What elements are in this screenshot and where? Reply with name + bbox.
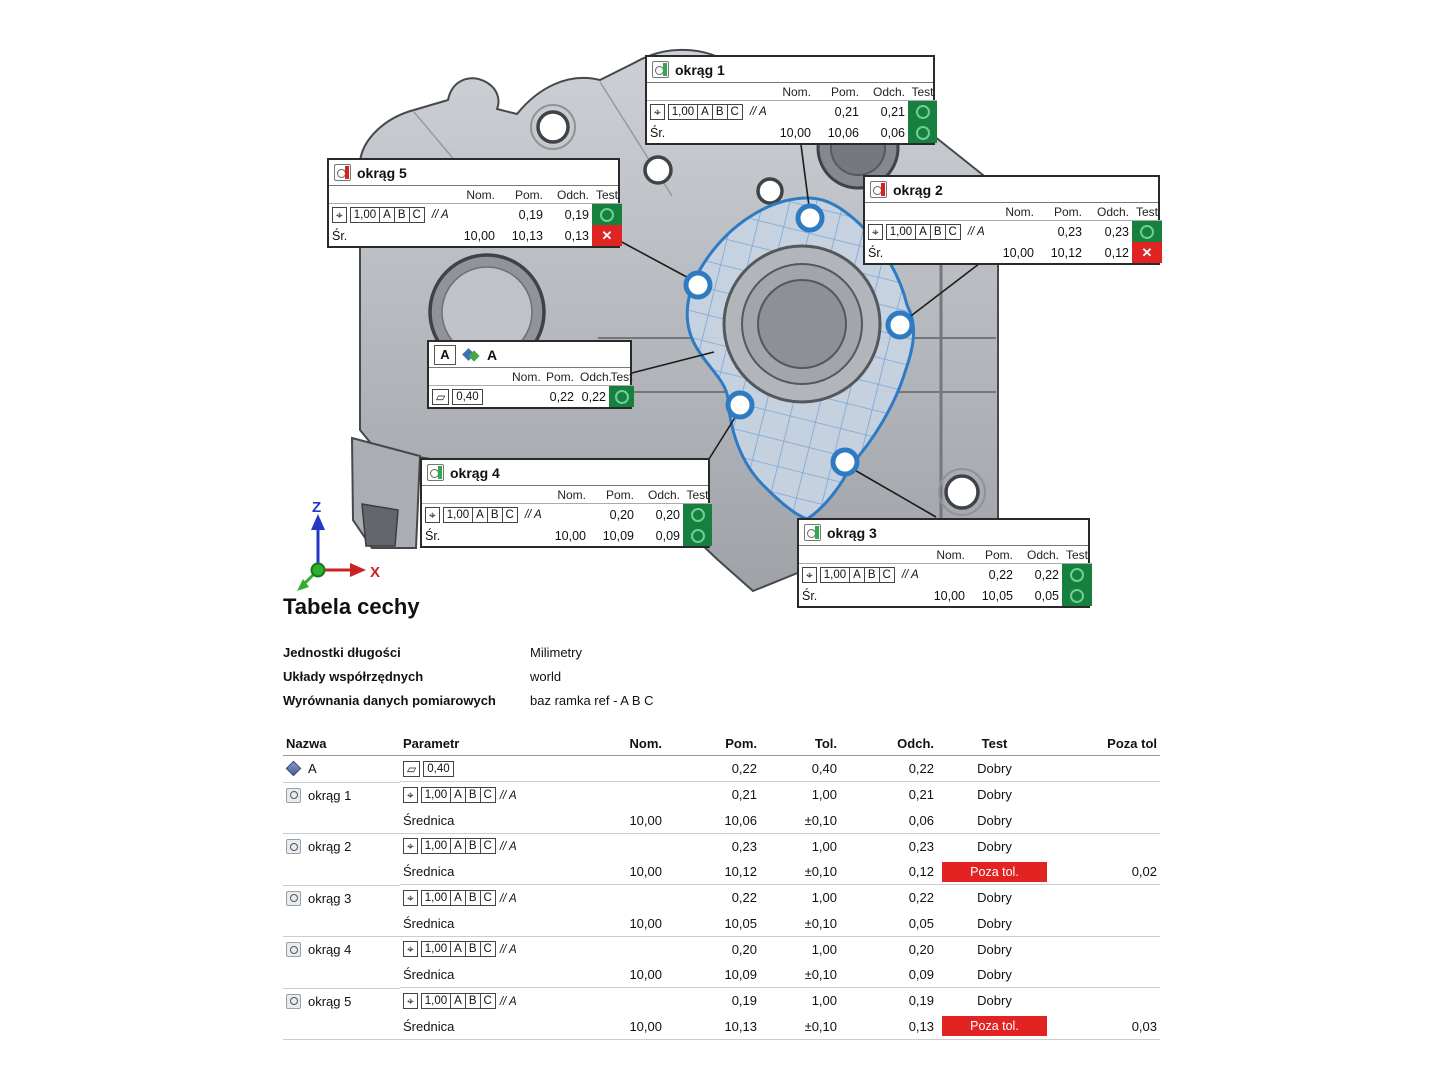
position-symbol-icon: ⌖	[332, 207, 347, 223]
meta-row-units	[283, 640, 654, 664]
callout-table: Nom. Pom. Odch. Test ⌖ 1,00 A B C // A 0,20 0,20 Śr. 10,00 10,09 0,09	[422, 486, 712, 546]
test-status-icon	[1132, 242, 1162, 263]
table-cell	[580, 885, 665, 911]
table-row[interactable]	[283, 911, 1160, 937]
table-cell: 10,13	[665, 1014, 760, 1040]
feature-table-body	[283, 756, 1160, 1040]
table-cell: 10,00	[629, 915, 662, 931]
col-odch: Odch.	[840, 732, 937, 756]
table-cell	[937, 859, 1052, 885]
meta-value: baz ramka ref - A B C	[530, 692, 654, 708]
callout-okrag-2[interactable]	[863, 175, 1160, 265]
flatness-symbol-icon: ▱	[432, 389, 449, 405]
meta-value: Milimetry	[530, 644, 582, 660]
table-cell	[1052, 756, 1160, 782]
table-cell: 0,21	[840, 782, 937, 808]
table-cell: 0,05	[908, 915, 934, 931]
circle-feature-icon	[286, 994, 301, 1009]
x-axis-arrowhead	[350, 563, 366, 577]
axis-origin	[312, 564, 325, 577]
callout-title: A	[487, 346, 498, 363]
callout-title: okrąg 4	[450, 464, 500, 481]
circle-feature-icon	[286, 891, 301, 906]
table-cell	[580, 988, 665, 1014]
test-status-icon	[683, 504, 712, 525]
table-cell	[1052, 782, 1160, 808]
table-cell: Dobry	[977, 967, 1012, 982]
test-status-icon	[908, 122, 937, 143]
table-cell: ±0,10	[804, 967, 837, 982]
col-poza-tol: Poza tol	[1052, 732, 1160, 756]
center-bore-inner	[758, 280, 846, 368]
table-cell: 10,05	[724, 915, 757, 931]
col-tol: Tol.	[760, 732, 840, 756]
table-cell	[580, 756, 665, 782]
callout-row-position: ⌖ 1,00 A B C // A 0,22 0,22	[799, 564, 1092, 586]
position-symbol-icon: ⌖	[650, 104, 665, 120]
table-cell: 0,06	[908, 812, 934, 828]
z-axis-arrowhead	[311, 514, 325, 530]
feature-table	[283, 732, 1160, 1040]
callout-table	[647, 83, 937, 143]
callout-row-position: ⌖ 1,00 A B C // A 0,19 0,19	[329, 204, 622, 226]
table-cell	[1052, 936, 1160, 962]
status-badge: Poza tol.	[942, 862, 1047, 882]
table-cell: 0,19	[665, 988, 760, 1014]
table-cell: 10,00	[629, 967, 662, 982]
table-cell: 0,20	[665, 936, 760, 962]
callout-row-diameter: Śr. 10,00 10,09 0,09	[422, 525, 712, 546]
circle-feature-icon	[870, 181, 887, 198]
test-status-icon	[1062, 564, 1092, 585]
table-row[interactable]	[283, 988, 1160, 1014]
table-cell: 0,09	[908, 967, 934, 982]
callout-header	[422, 460, 708, 486]
test-status-icon	[683, 525, 712, 546]
callout-okrag-3[interactable]	[797, 518, 1090, 608]
callout-row-diameter: Śr. 10,00 10,06 0,06	[647, 122, 937, 143]
table-cell: okrąg 1	[283, 782, 400, 808]
z-axis-label: Z	[312, 499, 322, 516]
callout-row-position: ⌖ 1,00 A B C // A 0,20 0,20	[422, 504, 712, 526]
circle-feature-icon	[804, 524, 821, 541]
meta-value: world	[530, 668, 562, 684]
meta-label: Wyrównania danych pomiarowych	[283, 692, 496, 708]
table-cell: 0,22	[908, 761, 934, 776]
callout-datum-a[interactable]	[427, 340, 632, 409]
table-cell: ±0,10	[804, 812, 837, 828]
table-cell: 0,13	[840, 1014, 937, 1040]
report-metadata	[283, 640, 654, 712]
callout-table: Nom. Pom. Odch. Test ▱ 0,40 0,22 0,22	[429, 368, 634, 407]
circle-feature-icon	[334, 164, 351, 181]
test-status-icon	[908, 101, 937, 122]
callout-row-diameter: Śr. 10,00 10,12 0,12 ✕	[865, 242, 1162, 263]
table-cell: 10,09	[724, 967, 757, 982]
table-cell: ±0,10	[804, 864, 837, 879]
table-cell: okrąg 4	[283, 936, 400, 962]
table-cell: ±0,10	[804, 915, 837, 931]
table-cell: ±0,10	[760, 1014, 840, 1040]
table-cell	[283, 1014, 400, 1040]
table-cell: Średnica	[403, 915, 455, 931]
feature-table-header	[283, 732, 1160, 756]
table-cell	[1052, 988, 1160, 1014]
table-row[interactable]	[283, 859, 1160, 885]
table-cell: 10,00	[629, 864, 662, 879]
table-cell	[1052, 885, 1160, 911]
table-cell: 10,12	[724, 864, 757, 879]
table-row[interactable]	[283, 782, 1160, 808]
table-row[interactable]	[283, 1014, 1160, 1040]
table-row[interactable]	[283, 885, 1160, 911]
callout-row-diameter: Śr. 10,00 10,05 0,05	[799, 585, 1092, 606]
meta-row-alignment	[283, 688, 654, 712]
callout-okrag-4[interactable]	[420, 458, 710, 548]
table-row[interactable]	[283, 756, 1160, 782]
callout-row-position: ⌖ 1,00 A B C // A 0,21 0,21	[647, 101, 937, 123]
callout-title: okrąg 3	[827, 524, 877, 541]
col-test: Test	[908, 83, 937, 101]
table-cell	[1052, 911, 1160, 937]
circle-feature-icon	[652, 61, 669, 78]
bolt-hole	[538, 112, 568, 142]
col-odch: Odch.	[862, 83, 908, 101]
table-cell: 10,00	[629, 812, 662, 828]
marker-okrag-2[interactable]	[888, 313, 912, 337]
table-cell: 1,00	[760, 885, 840, 911]
marker-okrag-5[interactable]	[686, 273, 710, 297]
bolt-hole	[946, 476, 978, 508]
table-row[interactable]	[283, 808, 1160, 834]
table-cell	[283, 859, 400, 884]
table-cell	[1052, 833, 1160, 859]
test-status-icon	[592, 225, 622, 246]
surface-datum-icon	[462, 346, 481, 363]
col-test: Test	[937, 732, 1052, 756]
callout-title: okrąg 1	[675, 61, 725, 78]
col-nazwa: Nazwa	[283, 732, 400, 756]
position-symbol-icon: ⌖	[868, 224, 883, 240]
position-symbol-icon: ⌖	[425, 507, 440, 523]
table-row[interactable]	[283, 833, 1160, 859]
col-pom: Pom.	[665, 732, 760, 756]
table-cell: 10,06	[724, 812, 757, 828]
table-row[interactable]	[283, 962, 1160, 988]
marker-okrag-1[interactable]	[798, 206, 822, 230]
table-cell: A	[283, 756, 400, 781]
table-cell: 1,00	[760, 833, 840, 859]
table-cell	[1052, 962, 1160, 988]
table-cell: okrąg 2	[283, 833, 400, 859]
col-nom: Nom.	[767, 83, 814, 101]
table-cell: 0,12	[908, 864, 934, 879]
callout-row-diameter: Śr. 10,00 10,13 0,13 ✕	[329, 225, 622, 246]
x-axis-label: X	[370, 564, 381, 581]
callout-header	[799, 520, 1088, 546]
table-cell: okrąg 5	[283, 988, 400, 1014]
circle-feature-icon	[427, 464, 444, 481]
table-cell: 1,00	[760, 782, 840, 808]
col-parametr: Parametr	[400, 732, 580, 756]
table-cell: Dobry	[937, 885, 1052, 911]
table-cell	[580, 936, 665, 962]
position-symbol-icon: ⌖	[802, 567, 817, 583]
table-cell: 0,23	[840, 833, 937, 859]
table-cell: 0,21	[665, 782, 760, 808]
callout-table: Nom. Pom. Odch. Test ⌖ 1,00 A B C // A 0,22 0,22 Śr. 10,00 10,05 0,05	[799, 546, 1092, 606]
table-cell: Średnica	[403, 967, 455, 982]
marker-okrag-3[interactable]	[833, 450, 857, 474]
table-cell	[580, 782, 665, 808]
table-cell: 0,20	[840, 936, 937, 962]
datum-letter-box: A	[434, 345, 456, 365]
callout-title: okrąg 5	[357, 164, 407, 181]
callout-okrag-5[interactable]	[327, 158, 620, 248]
callout-row-flatness: ▱ 0,40 0,22 0,22	[429, 386, 634, 408]
bolt-hole	[758, 179, 782, 203]
table-cell: Dobry	[977, 761, 1012, 776]
table-cell	[283, 808, 400, 833]
table-cell: ⌖ 1,00 A B C // A	[400, 782, 580, 808]
table-cell	[283, 911, 400, 936]
test-status-icon	[1062, 585, 1092, 606]
callout-header	[647, 57, 933, 83]
circle-feature-icon	[286, 839, 301, 854]
table-cell: 1,00	[760, 988, 840, 1014]
meta-row-coordinate-system	[283, 664, 654, 688]
table-cell: 10,00	[580, 1014, 665, 1040]
table-cell: Średnica	[403, 864, 455, 879]
table-cell	[937, 1014, 1052, 1040]
status-badge: Poza tol.	[942, 1016, 1047, 1036]
test-status-icon	[592, 204, 622, 225]
col-pom: Pom.	[814, 83, 862, 101]
table-cell: Dobry	[937, 988, 1052, 1014]
table-cell: 0,40	[811, 761, 837, 776]
table-cell: okrąg 3	[283, 885, 400, 911]
table-cell: ⌖ 1,00 A B C // A	[400, 833, 580, 859]
table-cell: 0,03	[1052, 1014, 1160, 1040]
table-cell: 1,00	[760, 936, 840, 962]
table-cell: Dobry	[937, 936, 1052, 962]
table-cell: Dobry	[937, 782, 1052, 808]
test-status-icon	[609, 386, 634, 407]
callout-header	[329, 160, 618, 186]
callout-title: okrąg 2	[893, 181, 943, 198]
bolt-hole	[645, 157, 671, 183]
callout-row-position: ⌖ 1,00 A B C // A 0,23 0,23	[865, 221, 1162, 243]
circle-feature-icon	[286, 942, 301, 957]
meta-label: Jednostki długości	[283, 644, 401, 660]
table-cell: Średnica	[403, 812, 455, 828]
table-row[interactable]	[283, 936, 1160, 962]
table-cell: ⌖ 1,00 A B C // A	[400, 936, 580, 962]
circle-feature-icon	[286, 788, 301, 803]
marker-okrag-4[interactable]	[728, 393, 752, 417]
table-cell	[1052, 808, 1160, 834]
table-cell	[580, 833, 665, 859]
table-cell: Dobry	[937, 833, 1052, 859]
table-cell: 0,02	[1131, 864, 1157, 879]
table-cell: 0,22	[731, 761, 757, 776]
table-cell: Średnica	[400, 1014, 580, 1040]
callout-okrag-1[interactable]	[645, 55, 935, 145]
table-cell: 0,23	[665, 833, 760, 859]
part-foot-inset	[362, 504, 398, 546]
test-status-icon	[1132, 221, 1162, 242]
table-cell: ⌖ 1,00 A B C // A	[400, 988, 580, 1014]
callout-table: Nom. Pom. Odch. Test ⌖ 1,00 A B C // A 0,19 0,19 Śr. 10,00 10,13 0,13 ✕	[329, 186, 622, 246]
table-cell: 0,22	[665, 885, 760, 911]
meta-label: Układy współrzędnych	[283, 668, 424, 684]
col-nom: Nom.	[580, 732, 665, 756]
page-title: Tabela cechy	[283, 594, 420, 619]
table-cell: Dobry	[977, 812, 1012, 828]
table-cell: ▱ 0,40	[400, 756, 580, 782]
table-cell: 0,19	[840, 988, 937, 1014]
table-cell: 0,22	[840, 885, 937, 911]
table-cell	[283, 962, 400, 987]
callout-header	[429, 342, 630, 368]
callout-table: Nom. Pom. Odch. Test ⌖ 1,00 A B C // A 0,23 0,23 Śr. 10,00 10,12 0,12 ✕	[865, 203, 1162, 263]
surface-feature-icon	[286, 761, 302, 777]
table-cell: Dobry	[977, 915, 1012, 931]
callout-header	[865, 177, 1158, 203]
table-cell: ⌖ 1,00 A B C // A	[400, 885, 580, 911]
